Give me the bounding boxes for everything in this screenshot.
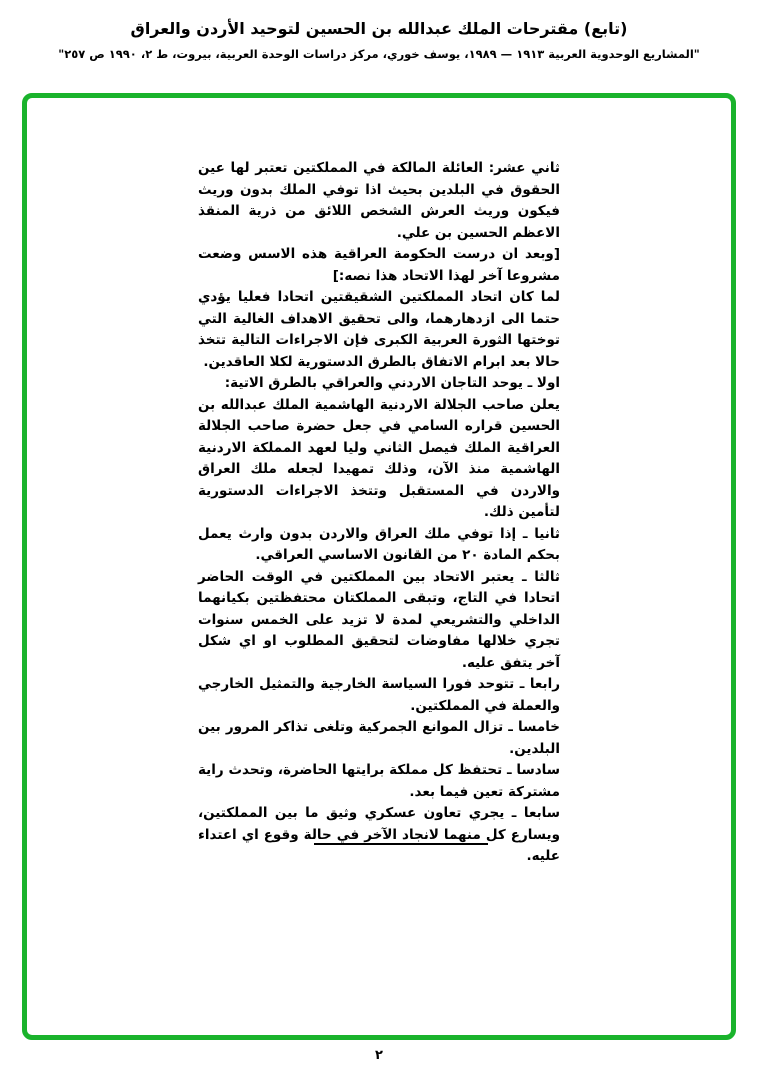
document-body <box>198 158 560 868</box>
paragraph: ثانيا ـ إذا توفي ملك العراق والاردن بدون وارث يعمل بحكم المادة ٢٠ من القانون الاساسي العراقي. <box>198 525 560 563</box>
paragraph: ثاني عشر: العائلة المالكة في المملكتين تعتبر لها عين الحقوق في البلدين بحيث اذا توفي الملك بدون وريث فيكون وريث العرش الشخص اللائق من ذرية المنقذ الاعظم الحسين بن علي. <box>198 160 560 241</box>
paragraph: [وبعد ان درست الحكومة العراقية هذه الاسس وضعت مشروعا آخر لهذا الاتحاد هذا نصه:] <box>198 246 560 284</box>
footnote-rule <box>314 843 488 845</box>
paragraph: اولا ـ يوحد التاجان الاردني والعراقي بالطرق الاتية: <box>224 375 560 391</box>
paragraph: ثالثا ـ يعتبر الاتحاد بين المملكتين في الوقت الحاضر اتحادا في التاج، وتبقى المملكتان محتفظتين بكيانهما الداخلي والتشريعي لمدة لا تزيد على الخمس سنوات تجري خلالها مفاوضات لتحقيق المطلوب او اي شكل آخر يتفق عليه. <box>198 568 560 671</box>
page-number: ٢ <box>375 1048 383 1063</box>
source-citation: "المشاريع الوحدوية العربية ١٩١٣ — ١٩٨٩، يوسف خوري، مركز دراسات الوحدة العربية، بيروت، ط ٢، ١٩٩٠ ص ٢٥٧" <box>58 47 700 61</box>
paragraph: خامسا ـ تزال الموانع الجمركية وتلغى تذاكر المرور بين البلدين. <box>198 719 560 757</box>
paragraph: سادسا ـ تحتفظ كل مملكة برايتها الحاضرة، وتحدث راية مشتركة تعين فيما بعد. <box>198 762 560 800</box>
paragraph: سابعا ـ يجري تعاون عسكري وثيق ما بين المملكتين، ويسارع كل منهما لانجاد الآخر في حالة وقوع اي اعتداء عليه. <box>198 805 560 864</box>
paragraph: لما كان اتحاد المملكتين الشقيقتين اتحادا فعليا يؤدي حتما الى ازدهارهما، والى تحقيق الاهداف الغالية التي توختها الثورة العربية الكبرى فإن الاجراءات التالية تتخذ حالا بعد ابرام الاتفاق بالطرق الدستورية لكلا العاقدين. <box>198 289 560 370</box>
paragraph: يعلن صاحب الجلالة الاردنية الهاشمية الملك عبدالله بن الحسين قراره السامي في جعل حضرة صاحب الجلالة العراقية الملك فيصل الثاني وليا لعهد المملكة الاردنية الهاشمية منذ الآن، وذلك تمهيدا لجعله ملك العراق والاردن في المستقبل وتتخذ الاجراءات الدستورية لتأمين ذلك. <box>198 396 560 520</box>
page-header <box>0 18 758 62</box>
document-title: (تابع) مقترحات الملك عبدالله بن الحسين لتوحيد الأردن والعراق <box>130 19 628 38</box>
paragraph: رابعا ـ تتوحد فورا السياسة الخارجية والتمثيل الخارجي والعملة في المملكتين. <box>198 676 560 714</box>
